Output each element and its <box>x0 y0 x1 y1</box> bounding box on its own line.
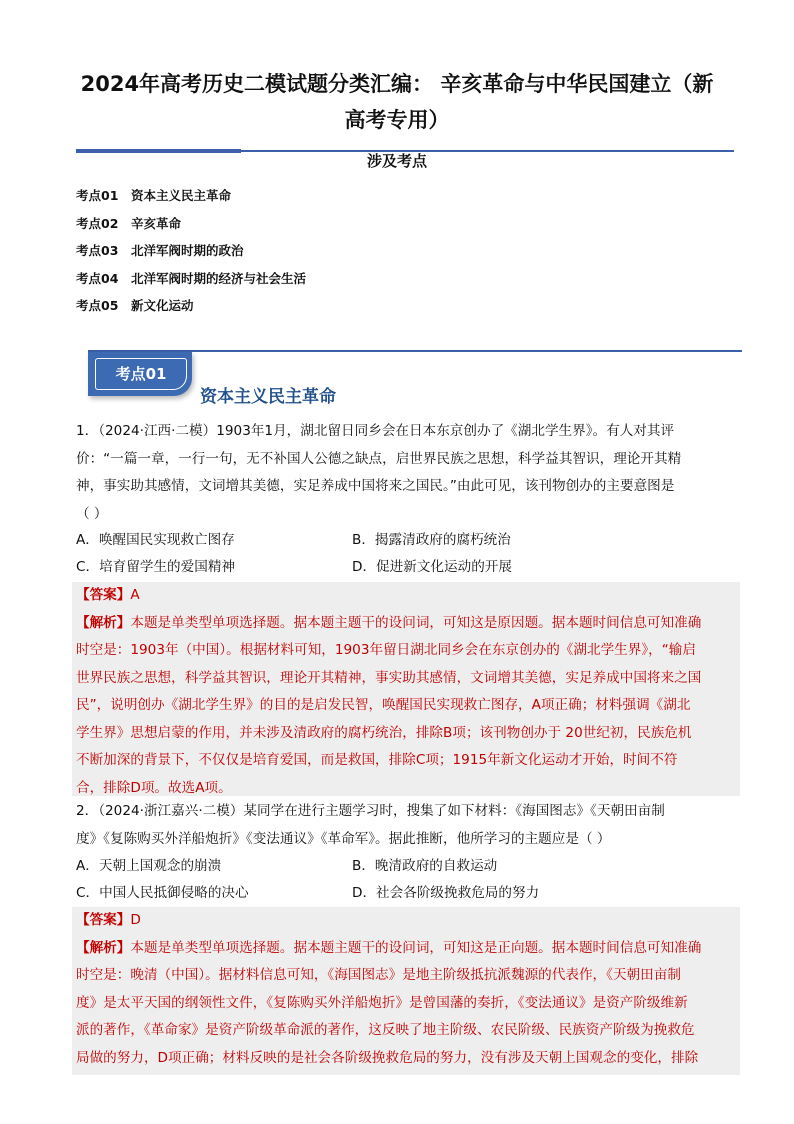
topic-code: 考点01 <box>76 188 119 203</box>
explanation-line: 学生界》思想启蒙的作用，并未涉及清政府的腐朽统治，排除B项；该刊物创办于 20世纪初，民族危机 <box>76 724 692 741</box>
q2-answer <box>76 907 736 935</box>
explanation-line: 民”，说明创办《湖北学生界》的目的是启发民智，唤醒国民实现救亡图存，A项正确；材料强调《湖北 <box>76 697 691 713</box>
explanation-line: 度》是太平天国的纲领性文件，《复陈购买外洋船炮折》是曾国藩的奏折，《变法通议》是资产阶级维新 <box>76 994 688 1011</box>
q1-option-c: C．培育留学生的爱国精神 <box>76 559 236 575</box>
topic-code: 考点03 <box>76 243 119 258</box>
question-2-stem <box>76 798 740 853</box>
explanation-line: 本题是单类型单项选择题。据本题主题干的设问词，可知这是原因题。据本题时间信息可知准确 <box>130 614 702 631</box>
topic-item <box>76 296 306 324</box>
answer-value: A <box>130 587 140 603</box>
explanation-line: 合，排除D项。故选A项。 <box>76 779 232 796</box>
topic-item <box>76 269 306 297</box>
explanation-line: 世界民族之思想，科学益其智识，理论开其精神，事实助其感情，文词增其美德，实足养成中国将来之国 <box>76 669 702 686</box>
topic-item <box>76 186 306 214</box>
stem-line: 2．（2024·浙江嘉兴·二模）某同学在进行主题学习时，搜集了如下材料：《海国图志》《天朝田亩制 <box>76 803 665 819</box>
explanation-line: 时空是：晚清（中国）。据材料信息可知，《海国图志》是地主阶级抵抗派魏源的代表作，《天朝田亩制 <box>76 967 681 983</box>
explanation-line: 派的著作，《革命家》是资产阶级革命派的著作，这反映了地主阶级、农民阶级、民族资产阶级为挽救危 <box>76 1022 695 1038</box>
explanation-label: 【解析】 <box>76 614 131 631</box>
q1-answer <box>76 582 736 610</box>
topic-name: 北洋军阀时期的政治 <box>131 243 244 258</box>
explanation-label: 【解析】 <box>76 939 131 956</box>
topic-name: 北洋军阀时期的经济与社会生活 <box>131 270 307 286</box>
explanation-line: 局做的努力，D项正确；材料反映的是社会各阶级挽救危局的努力，没有涉及天朝上国观念的变化，排除 <box>76 1049 699 1066</box>
topic-code: 考点05 <box>76 298 119 313</box>
topic-name: 辛亥革命 <box>131 215 182 231</box>
stem-line: 度》《复陈购买外洋船炮折》《变法通议》《革命军》。据此推断，他所学习的主题应是（ ） <box>76 830 611 847</box>
topic-code: 考点02 <box>76 215 119 231</box>
answer-value: D <box>130 912 141 928</box>
section-title: 资本主义民主革命 <box>200 387 336 407</box>
topic-name: 新文化运动 <box>131 298 194 313</box>
q1-option-a: A．唤醒国民实现救亡图存 <box>76 532 235 548</box>
stem-line: 1．（2024·江西·二模）1903年1月，湖北留日同乡会在日本东京创办了《湖北学生界》。有人对其评 <box>76 423 675 439</box>
explanation-line: 时空是：1903年（中国）。根据材料可知，1903年留日湖北同乡会在东京创办的《湖北学生界》，“输启 <box>76 642 696 658</box>
q2-option-d: D．社会各阶级挽救危局的努力 <box>352 885 540 901</box>
q2-answer-box <box>72 907 740 1075</box>
explanation-line: 不断加深的背景下，不仅仅是培育爱国，而是救国，排除C项；1915年新文化运动才开始，时间不符 <box>76 752 678 768</box>
topic-name: 资本主义民主革命 <box>131 188 232 203</box>
topics-heading: 涉及考点 <box>366 152 427 170</box>
section-tag <box>88 352 192 396</box>
answer-label: 【答案】 <box>76 912 131 928</box>
topic-item <box>76 241 306 269</box>
explanation-line: 本题是单类型单项选择题。据本题主题干的设问词，可知这是正向题。据本题时间信息可知准确 <box>130 939 702 956</box>
q1-option-b: B．揭露清政府的腐朽统治 <box>352 532 511 548</box>
stem-line: 神，事实助其感情，文词增其美德，实足养成中国将来之国民。”由此可见，该刊物创办的主要意图是 <box>76 478 675 494</box>
document-title <box>60 66 734 138</box>
q1-option-d: D．促进新文化运动的开展 <box>352 559 512 575</box>
title-line-2: 高考专用） <box>344 108 450 132</box>
topics-list <box>76 186 306 324</box>
title-line-1: 2024年高考历史二模试题分类汇编： 辛亥革命与中华民国建立（新 <box>80 72 714 96</box>
q2-option-c: C．中国人民抵御侵略的决心 <box>76 885 249 901</box>
answer-label: 【答案】 <box>76 587 131 603</box>
q1-explanation <box>76 610 736 803</box>
q2-option-b: B．晚清政府的自救运动 <box>352 858 498 874</box>
q2-explanation <box>76 935 736 1073</box>
stem-line: 价：“一篇一章，一行一句，无不补国人公德之缺点，启世界民族之思想，科学益其智识，理论开其精 <box>76 450 682 467</box>
q1-answer-box <box>72 582 740 796</box>
section-tag-label: 考点01 <box>95 358 187 390</box>
question-1-stem <box>76 418 740 528</box>
topic-item <box>76 214 306 242</box>
stem-line: （ ） <box>76 505 108 522</box>
q2-option-a: A．天朝上国观念的崩溃 <box>76 858 222 874</box>
topic-code: 考点04 <box>76 270 119 286</box>
